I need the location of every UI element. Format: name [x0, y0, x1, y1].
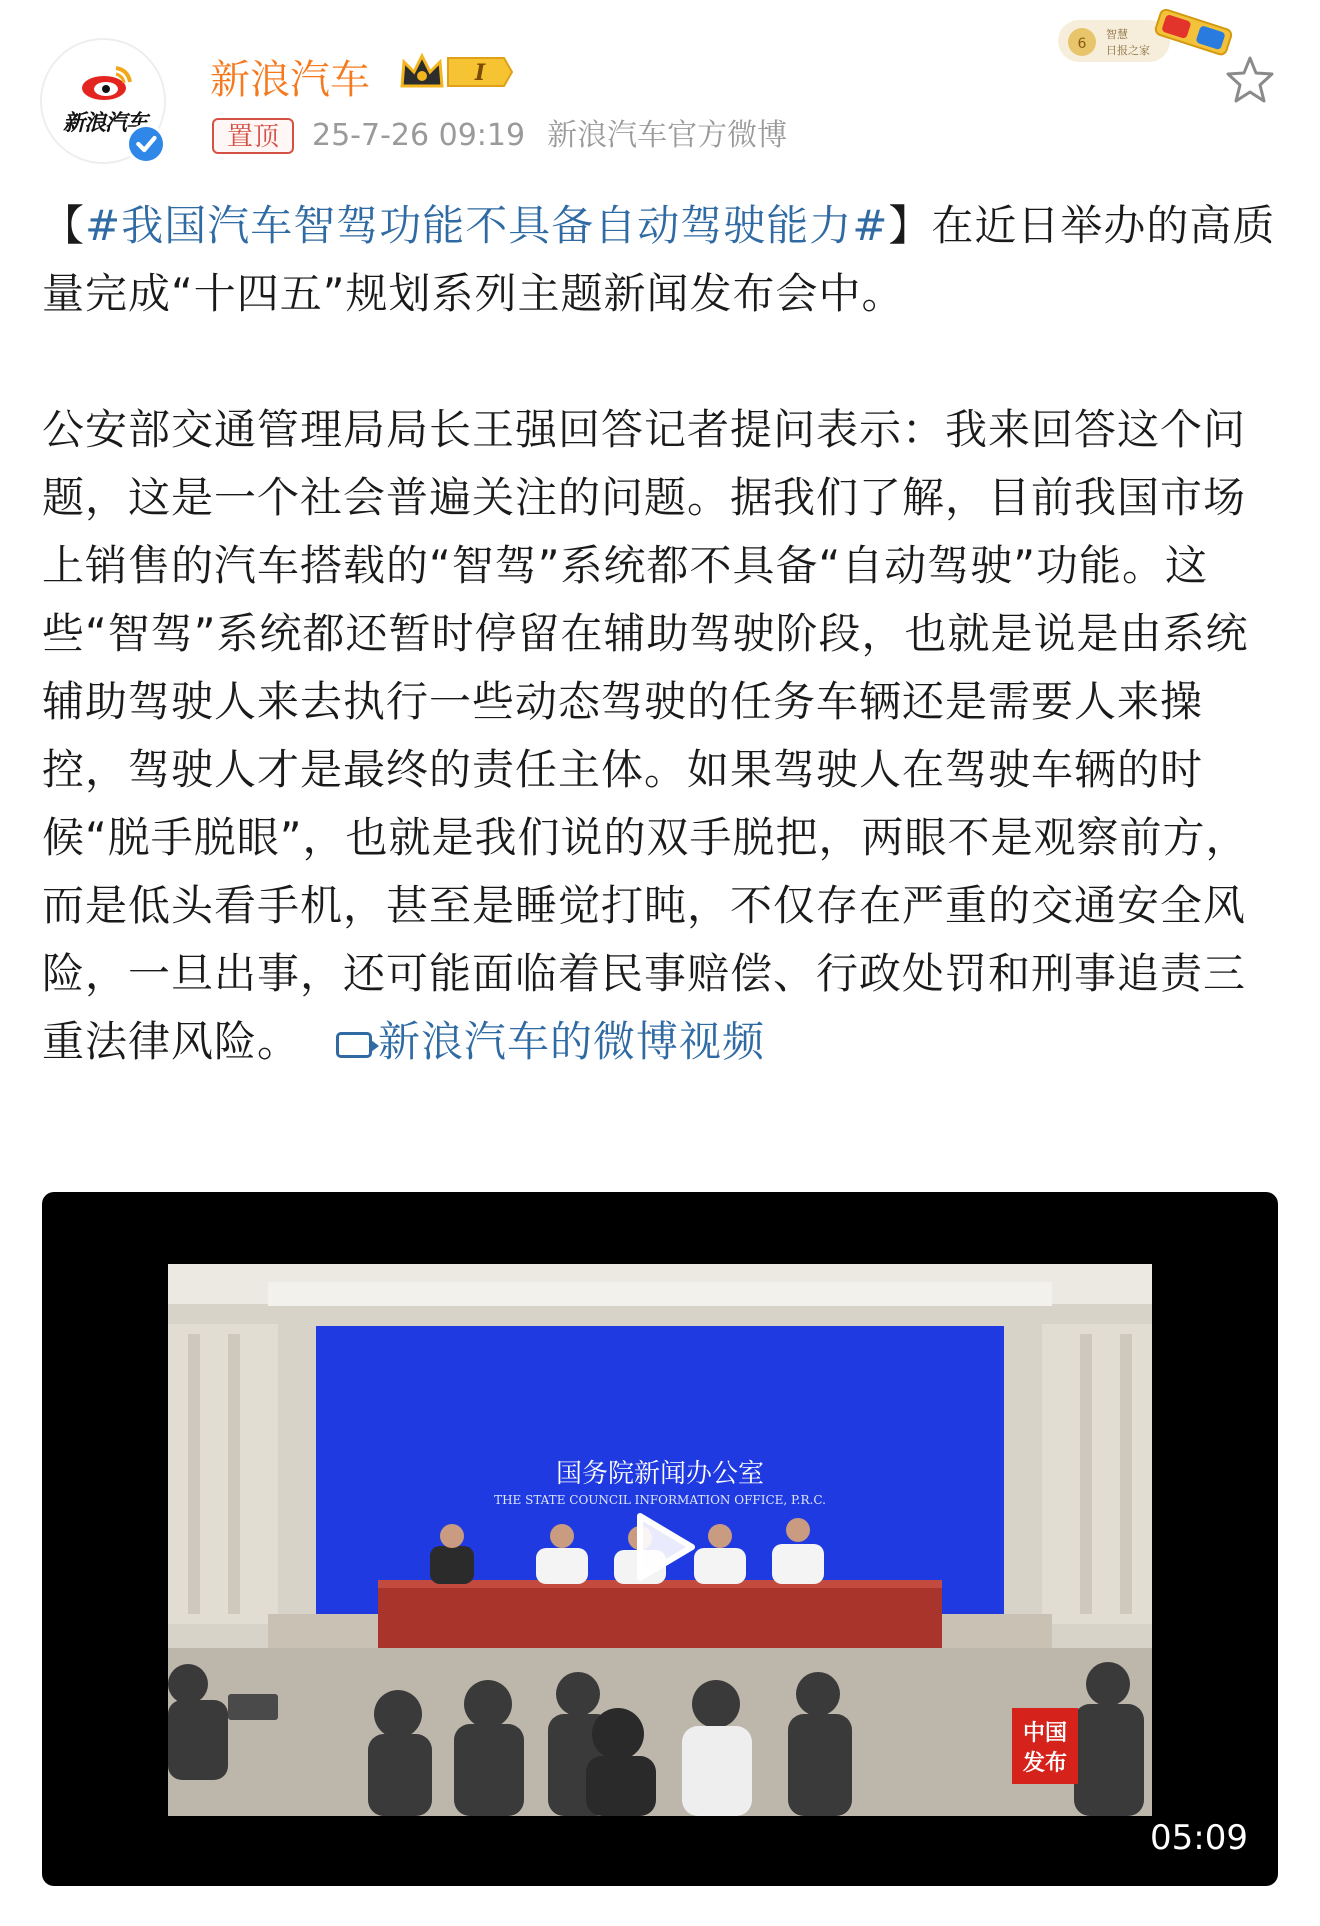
- post-paragraph-2: [42, 396, 1282, 1076]
- post-meta: [312, 118, 809, 154]
- rank-badge-label: I: [474, 60, 486, 86]
- star-favorite-icon[interactable]: [1222, 52, 1278, 108]
- topic-hashtag-link[interactable]: #我国汽车智驾功能不具备自动驾驶能力#: [85, 201, 889, 250]
- watermark-line-2: 发布: [1022, 1751, 1068, 1776]
- screen-title-en: THE STATE COUNCIL INFORMATION OFFICE, P.R.C.: [494, 1493, 826, 1507]
- author-name[interactable]: 新浪汽车: [210, 57, 370, 103]
- bracket-close: 】: [888, 201, 932, 250]
- screen-title-cn: 国务院新闻办公室: [555, 1459, 765, 1489]
- 3d-glasses-decoration-icon: [1056, 6, 1236, 66]
- post-timestamp: 25-7-26 09:19: [312, 118, 526, 153]
- decor-text-1: 智慧: [1106, 28, 1128, 41]
- svg-text:6: 6: [1077, 36, 1087, 52]
- post-source[interactable]: 新浪汽车官方微博: [547, 118, 788, 153]
- avatar[interactable]: [40, 38, 166, 164]
- video-camera-icon: [336, 1032, 372, 1058]
- paragraph-1-text: 在近日举办的高质量完成“十四五”规划系列主题新闻发布会中。: [42, 201, 1276, 318]
- play-icon[interactable]: [616, 1502, 706, 1592]
- watermark-line-1: 中国: [1022, 1721, 1068, 1746]
- video-player[interactable]: [42, 1192, 1278, 1886]
- paragraph-2-text: 公安部交通管理局局长王强回答记者提问表示：我来回答这个问题，这是一个社会普遍关注的问题。据我们了解，目前我国市场上销售的汽车搭载的“智驾”系统都不具备“自动驾驶”功能。这些“智驾”系统都还暂时停留在辅助驾驶阶段，也就是说是由系统辅助驾驶人来去执行一些动态驾驶的任务车辆还是需要人来操控，驾驶人才是最终的责任主体。如果驾驶人在驾驶车辆的时候“脱手脱眼”，也就是我们说的双手脱把，两眼不是观察前方，而是低头看手机，甚至是睡觉打盹，不仅存在严重的交通安全风险，一旦出事，还可能面临着民事赔偿、行政处罚和刑事追责三重法律风险。: [42, 405, 1249, 1066]
- avatar-label: 新浪汽车: [62, 111, 147, 136]
- crown-rank-badge-icon: [398, 50, 516, 94]
- pinned-badge: 置顶: [212, 118, 294, 154]
- video-duration: 05:09: [1150, 1818, 1248, 1858]
- decor-text-2: 日报之家: [1106, 44, 1150, 57]
- post-body: [42, 192, 1282, 1076]
- verified-icon: [126, 124, 166, 164]
- sina-eye-logo-icon: [64, 62, 144, 102]
- video-link-label: 新浪汽车的微博视频: [378, 1017, 766, 1066]
- post-paragraph-1: [42, 192, 1282, 328]
- bracket-open: 【: [42, 201, 86, 250]
- video-link[interactable]: [336, 1017, 765, 1066]
